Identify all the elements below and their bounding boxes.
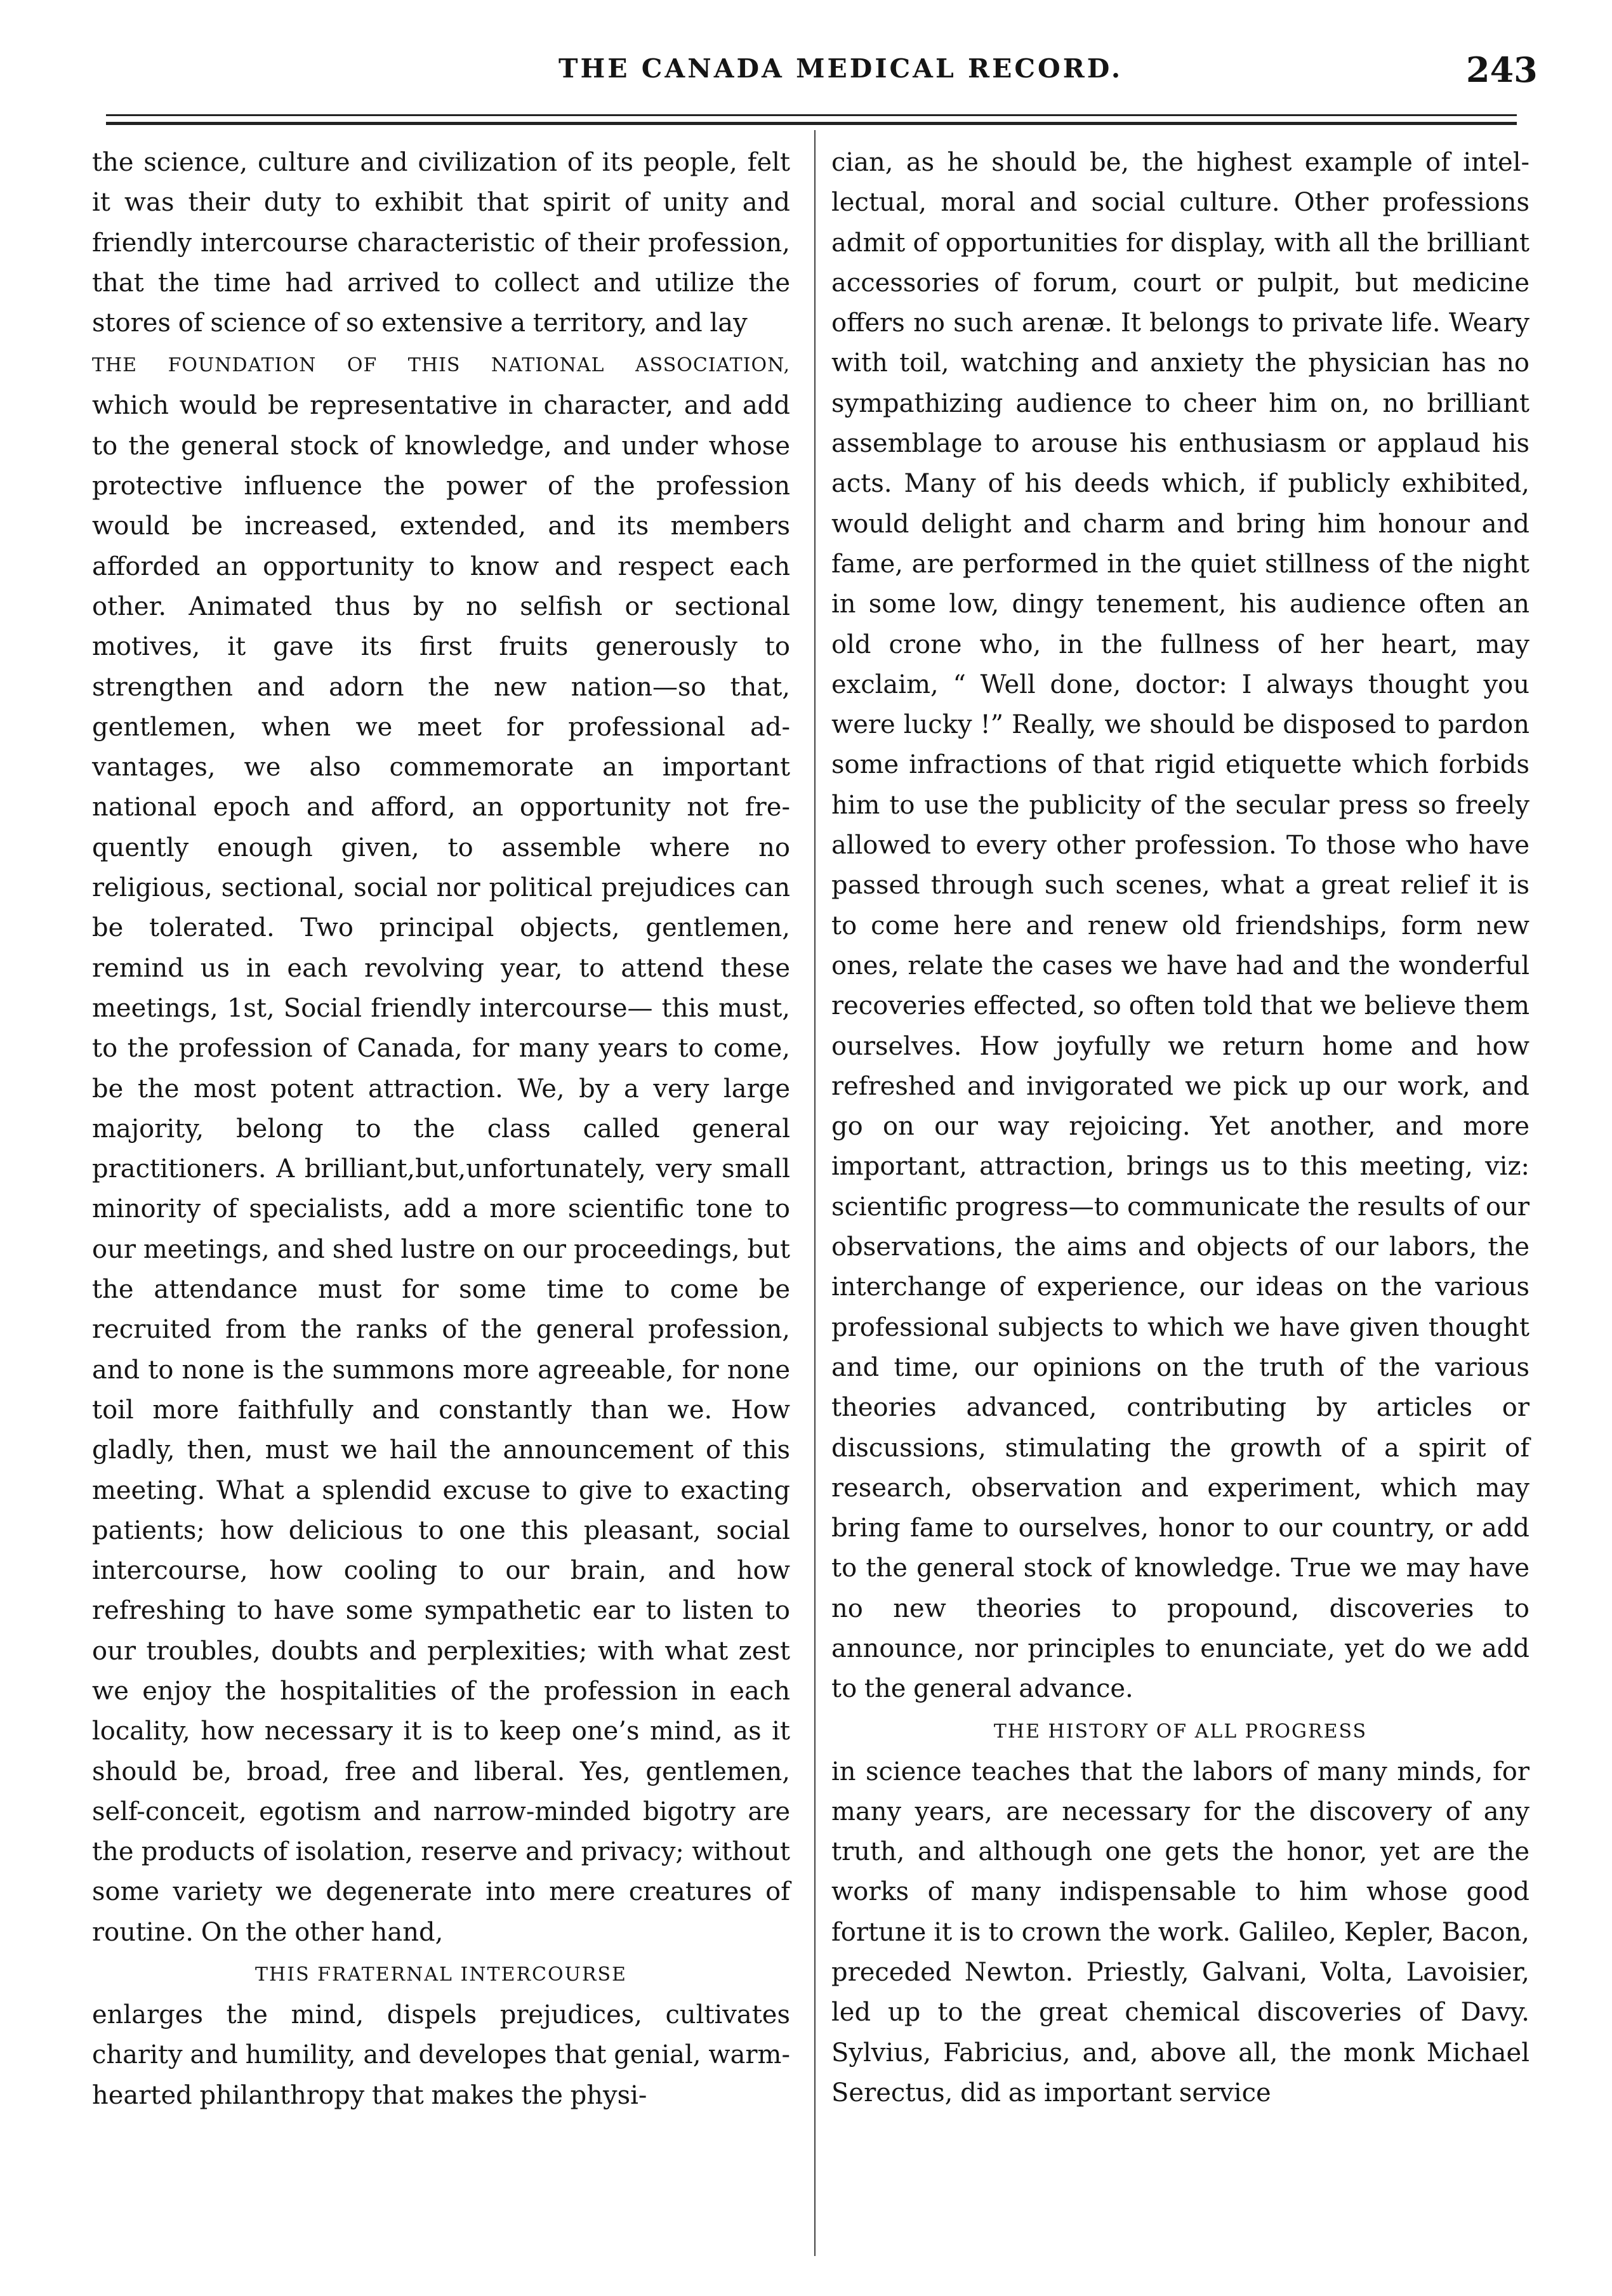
header-rule-thin [106, 114, 1517, 116]
running-head [0, 49, 1612, 94]
left-paragraph-2: which would be representative in character, and add to the general stock of knowledge, and under whose protective influence the power of the profession would be increased, extended, and its members afforded an opportunity to know and respect each other. Animated thus by no selfish or sectional motives, it gave its first fruits generously to strengthen and adorn the new nation—so that, gentlemen, when we meet for professional advantages, we also commemorate an important national epoch and afford, an opportunity not frequently enough given, to assemble where no religious, sectional, social nor political prejudices can be tolerated. Two principal objects, gentlemen, remind us in each revolving year, to attend these meetings, 1st, Social friendly intercourse— this must, to the profession of Canada, for many years to come, be the most potent attraction. We, by a very large majority, belong to the class called general practitioners. A brilliant,but,unfortunately, very small minority of specialists, add a more scientific tone to our meetings, and shed lustre on our proceedings, but the attendance must for some time to come be recruited from the ranks of the general profession, and to none is the summons more agreeable, for none toil more faithfully and constantly than we. How gladly, then, must we hail the announcement of this meeting. What a splendid excuse to give to exacting patients; how delicious to one this pleasant, social intercourse, how cooling to our brain, and how refreshing to have some sympathetic ear to listen to our troubles, doubts and perplexities; with what zest we enjoy the hospitalities of the profession in each locality, how necessary it is to keep one’s mind, as it should be, broad, free and liberal. Yes, gentlemen, self-conceit, egotism and narrow-minded bigotry are the products of isolation, reserve and privacy; without some variety we degenerate into mere creatures of routine. On the other hand, [92, 391, 790, 1947]
page-number: 243 [1466, 49, 1538, 90]
left-paragraph-3: enlarges the mind, dispels prejudices, cultivates charity and humility, and developes that genial, warm-hearted philanthropy that makes the physi- [92, 2000, 790, 2110]
column-divider [814, 130, 816, 2256]
right-column [831, 143, 1529, 2113]
left-column [92, 143, 790, 2116]
section-heading-foundation: THE FOUNDATION OF THIS NATIONAL ASSOCIATION, [92, 354, 790, 377]
header-rule-thick [106, 122, 1517, 125]
section-heading-fraternal: THIS FRATERNAL INTERCOURSE [255, 1963, 627, 1986]
right-paragraph-2: in science teaches that the labors of many minds, for many years, are necessary for the discovery of any truth, and although one gets the honor, yet are the works of many indispensable to him whose good fortune it is to crown the work. Galileo, Kepler, Bacon, preceded Newton. Priestly, Galvani, Volta, Lavoisier, led up to the great chemical discoveries of Davy. Sylvius, Fabricius, and, above all, the monk Michael Serectus, did as important service [831, 1757, 1529, 2108]
right-paragraph-1: cian, as he should be, the highest example of intellectual, moral and social culture. Other professions admit of opportunities for display, with all the brilliant accessories of forum, court or pulpit, but medicine offers no such arenæ. It belongs to private life. Weary with toil, watching and anxiety the physician has no sympathizing audience to cheer him on, no brilliant assemblage to arouse his enthusiasm or applaud his acts. Many of his deeds which, if publicly exhibited, would delight and charm and bring him honour and fame, are performed in the quiet stillness of the night in some low, dingy tenement, his audience often an old crone who, in the fullness of her heart, may exclaim, “ Well done, doctor: I always thought you were lucky !” Really, we should be disposed to pardon some infractions of that rigid etiquette which forbids him to use the publicity of the secular press so freely allowed to every other profession. To those who have passed through such scenes, what a great relief it is to come here and renew old friendships, form new ones, relate the cases we have had and the wonderful recoveries effected, so often told that we believe them ourselves. How joyfully we return home and how refreshed and invigorated we pick up our work, and go on our way rejoicing. Yet another, and more important, attraction, brings us to this meeting, viz: scientific progress—to communicate the results of our observations, the aims and objects of our labors, the interchange of experience, our ideas on the various professional subjects to which we have given thought and time, our opinions on the truth of the various theories advanced, contributing by articles or discussions, stimulating the growth of a spirit of research, observation and experiment, which may bring fame to ourselves, honor to our country, or add to the general stock of knowledge. True we may have no new theories to propound, discoveries to announce, nor principles to enunciate, yet do we add to the general advance. [831, 148, 1529, 1704]
journal-title: THE CANADA MEDICAL RECORD. [558, 53, 1123, 84]
section-heading-history: THE HISTORY OF ALL PROGRESS [993, 1720, 1368, 1743]
left-paragraph-1: the science, culture and civilization of its people, felt it was their duty to exhibit that spirit of unity and friendly intercourse characteristic of their profession, that the time had arrived to collect and utilize the stores of science of so extensive a territory, and lay [92, 148, 790, 338]
